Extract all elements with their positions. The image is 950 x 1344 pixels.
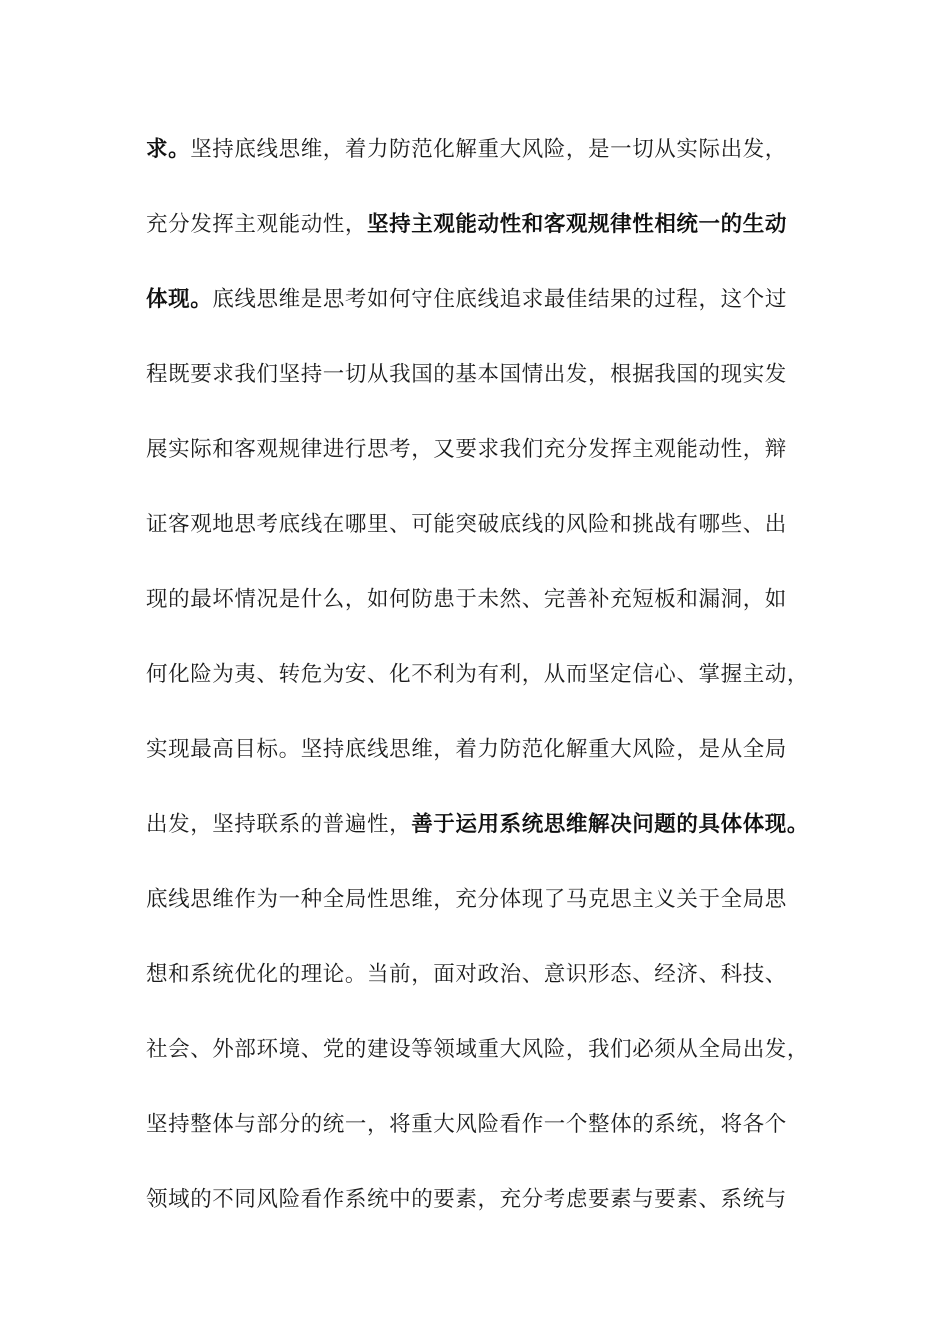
- text-segment: 出发，坚持联系的普遍性，: [146, 812, 412, 837]
- text-line: [146, 353, 806, 428]
- text-segment: 底线思维是思考如何守住底线追求最佳结果的过程，这个过: [212, 287, 787, 312]
- bold-text-segment: 善于运用系统思维解决问题的具体体现。: [411, 812, 810, 837]
- text-line: [146, 503, 806, 578]
- bold-text-segment: 求。: [146, 137, 191, 162]
- text-segment: 何化险为夷、转危为安、化不利为有利，从而坚定信心、掌握主动，: [146, 662, 810, 687]
- text-segment: 社会、外部环境、党的建设等领域重大风险，我们必须从全局出发，: [146, 1037, 810, 1062]
- text-segment: 实现最高目标。坚持底线思维，着力防范化解重大风险，是从全局: [146, 737, 787, 762]
- text-line: [146, 278, 806, 353]
- bold-text-segment: 体现。: [146, 287, 213, 312]
- text-line: [146, 1028, 810, 1103]
- text-line: [146, 1178, 806, 1253]
- body-text: [146, 128, 810, 1253]
- text-line: [146, 128, 806, 203]
- text-segment: 领域的不同风险看作系统中的要素，充分考虑要素与要素、系统与: [146, 1187, 787, 1212]
- text-line: [146, 578, 806, 653]
- text-line: [146, 428, 806, 503]
- text-line: [146, 728, 806, 803]
- text-segment: 展实际和客观规律进行思考，又要求我们充分发挥主观能动性，辩: [146, 437, 787, 462]
- text-segment: 充分发挥主观能动性，: [146, 212, 368, 237]
- text-segment: 坚持整体与部分的统一，将重大风险看作一个整体的系统，将各个: [146, 1112, 787, 1137]
- text-segment: 证客观地思考底线在哪里、可能突破底线的风险和挑战有哪些、出: [146, 512, 787, 537]
- text-segment: 底线思维作为一种全局性思维，充分体现了马克思主义关于全局思: [146, 887, 787, 912]
- text-segment: 现的最坏情况是什么，如何防患于未然、完善补充短板和漏洞，如: [146, 587, 787, 612]
- text-line: [146, 653, 810, 728]
- text-segment: 程既要求我们坚持一切从我国的基本国情出发，根据我国的现实发: [146, 362, 787, 387]
- text-line: [146, 1103, 806, 1178]
- text-line: [146, 878, 806, 953]
- text-line: [146, 953, 806, 1028]
- text-segment: 想和系统优化的理论。当前，面对政治、意识形态、经济、科技、: [146, 962, 787, 987]
- text-segment: 坚持底线思维，着力防范化解重大风险，是一切从实际出发，: [190, 137, 787, 162]
- text-line: [146, 203, 806, 278]
- text-line: [146, 803, 810, 878]
- bold-text-segment: 坚持主观能动性和客观规律性相统一的生动: [367, 212, 787, 237]
